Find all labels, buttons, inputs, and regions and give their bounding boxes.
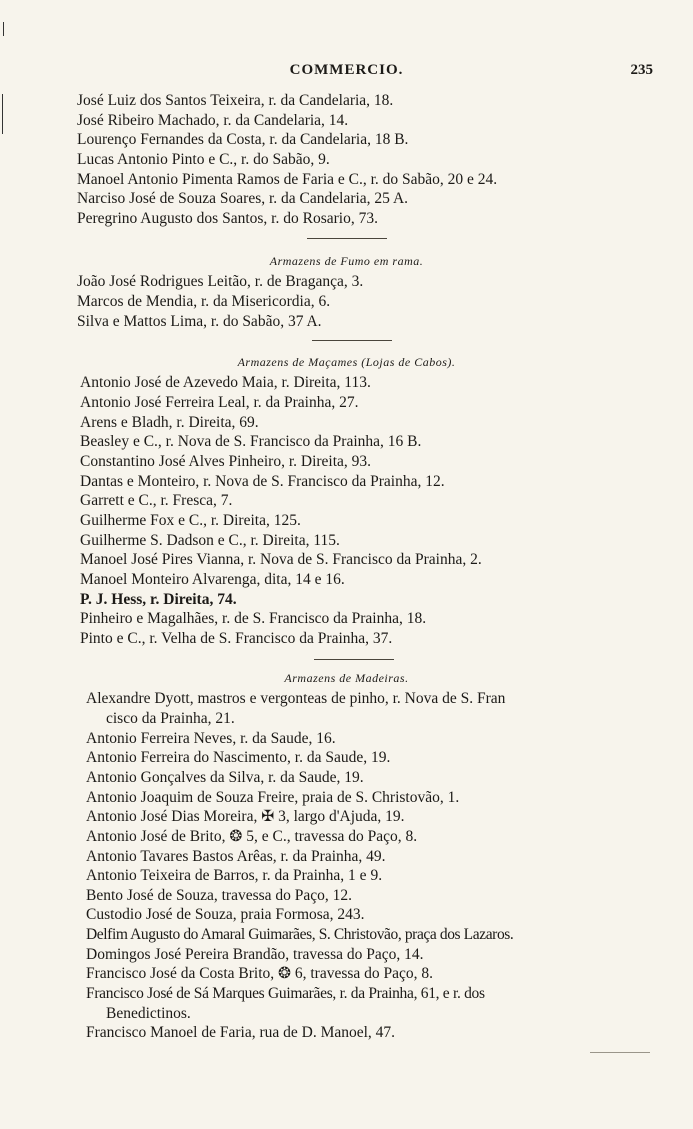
section-divider [314,659,394,660]
entry-line: Beasley e C., r. Nova de S. Francisco da Prainha, 16 B. [80,433,422,450]
page-title: COMMERCIO. [289,62,404,78]
entry-line: Pinto e C., r. Velha de S. Francisco da Prainha, 37. [80,630,393,647]
entry-line: José Ribeiro Machado, r. da Candelaria, 14. [77,112,349,129]
entry-line: Manoel José Pires Vianna, r. Nova de S. Francisco da Prainha, 2. [80,551,482,568]
entry-line: Antonio José de Azevedo Maia, r. Direita, 113. [80,374,371,391]
entry-line: Narciso José de Souza Soares, r. da Candelaria, 25 A. [77,190,409,207]
page-number: 235 [630,62,653,78]
entry-line: Delfim Augusto do Amaral Guimarães, S. Christovão, praça dos Lazaros. [86,926,514,943]
entry-line: Antonio Joaquim de Souza Freire, praia de S. Christovão, 1. [86,789,460,806]
entry-line: Francisco José da Costa Brito, ❂ 6, travessa do Paço, 8. [86,965,434,982]
entry-line: cisco da Prainha, 21. [106,710,235,727]
entry-line: Bento José de Souza, travessa do Paço, 12. [86,887,353,904]
entry-line: Domingos José Pereira Brandão, travessa do Paço, 14. [86,946,424,963]
section-heading-madeiras: Armazens de Madeiras. [284,671,409,685]
entry-line: Lourenço Fernandes da Costa, r. da Candelaria, 18 B. [77,131,409,148]
entry-line: Peregrino Augusto dos Santos, r. do Rosario, 73. [77,210,378,227]
entry-line: Benedictinos. [106,1005,191,1022]
entry-line: Garrett e C., r. Fresca, 7. [80,492,233,509]
entry-line: Antonio José de Brito, ❂ 5, e C., travessa do Paço, 8. [86,828,418,845]
entry-line: Guilherme S. Dadson e C., r. Direita, 115. [80,532,340,549]
entry-line: José Luiz dos Santos Teixeira, r. da Candelaria, 18. [77,92,394,109]
entry-line: Alexandre Dyott, mastros e vergonteas de pinho, r. Nova de S. Fran [86,690,506,707]
section-divider [312,340,392,341]
section-heading-fumo: Armazens de Fumo em rama. [269,254,424,268]
entry-line: Antonio José Ferreira Leal, r. da Prainha, 27. [80,394,359,411]
entry-line: P. J. Hess, r. Direita, 74. [80,591,237,608]
entry-line: Silva e Mattos Lima, r. do Sabão, 37 A. [77,313,322,330]
entry-line: Lucas Antonio Pinto e C., r. do Sabão, 9. [77,151,330,168]
section-divider [307,238,387,239]
margin-mark-left [2,94,3,134]
entry-line: Custodio José de Souza, praia Formosa, 243. [86,906,365,923]
entry-line: Marcos de Mendia, r. da Misericordia, 6. [77,293,331,310]
entry-line: Francisco José de Sá Marques Guimarães, r. da Prainha, 61, e r. dos [86,985,485,1002]
entry-line: Manoel Antonio Pimenta Ramos de Faria e C., r. do Sabão, 20 e 24. [77,171,498,188]
entry-line: Antonio Ferreira Neves, r. da Saude, 16. [86,730,336,747]
entry-line: Constantino José Alves Pinheiro, r. Direita, 93. [80,453,372,470]
entry-line: Guilherme Fox e C., r. Direita, 125. [80,512,301,529]
entry-line: Dantas e Monteiro, r. Nova de S. Francisco da Prainha, 12. [80,473,445,490]
printer-mark [590,1052,650,1053]
entry-line: Antonio Gonçalves da Silva, r. da Saude, 19. [86,769,364,786]
entry-line: Manoel Monteiro Alvarenga, dita, 14 e 16. [80,571,345,588]
entry-line: Pinheiro e Magalhães, r. de S. Francisco da Prainha, 18. [80,610,427,627]
entry-line: Antonio Teixeira de Barros, r. da Prainha, 1 e 9. [86,867,383,884]
entry-line: Antonio José Dias Moreira, ✠ 3, largo d'Ajuda, 19. [86,808,405,825]
running-header [0,62,693,86]
entry-line: Antonio Tavares Bastos Arêas, r. da Prainha, 49. [86,848,386,865]
entry-line: Francisco Manoel de Faria, rua de D. Manoel, 47. [86,1024,396,1041]
entry-line: Arens e Bladh, r. Direita, 69. [80,414,259,431]
margin-mark-top [3,22,4,36]
section-heading-macames: Armazens de Maçames (Lojas de Cabos). [237,355,456,369]
entry-line: João José Rodrigues Leitão, r. de Bragança, 3. [77,273,364,290]
entry-line: Antonio Ferreira do Nascimento, r. da Saude, 19. [86,749,391,766]
